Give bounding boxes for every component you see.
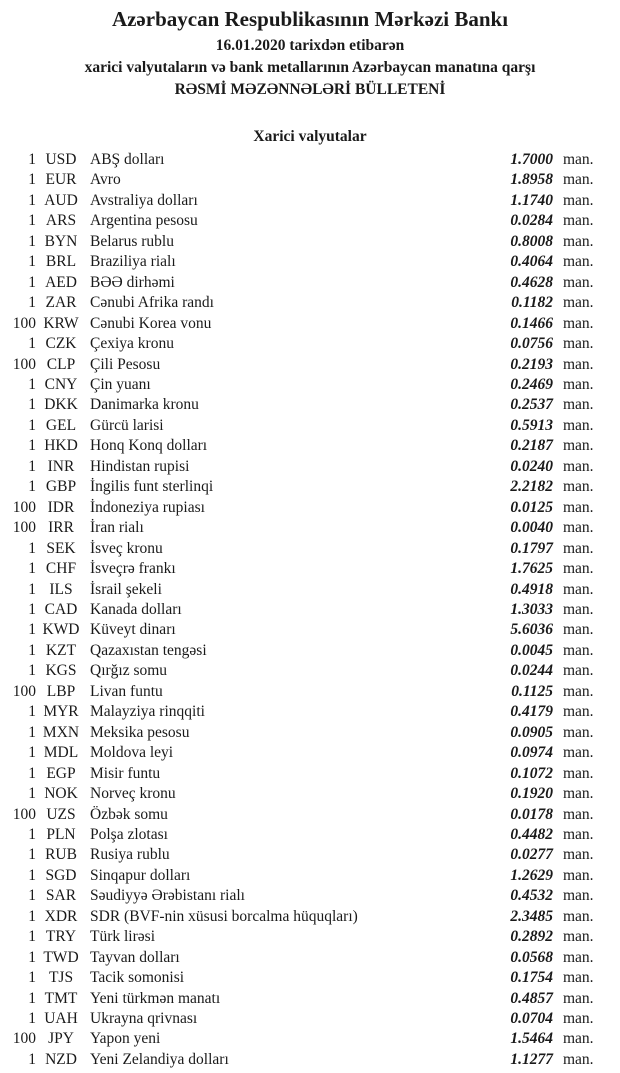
rate-value-cell: 0.4628 — [510, 273, 553, 291]
rate-row — [0, 355, 620, 375]
rate-row — [0, 620, 620, 640]
currency-code-cell: UAH — [44, 1010, 78, 1028]
currency-code-cell: PLN — [46, 825, 76, 843]
rate-row — [0, 702, 620, 722]
quantity-cell: 1 — [28, 969, 36, 987]
currency-code-cell: MDL — [43, 744, 79, 762]
rate-row — [0, 907, 620, 927]
rate-value-cell: 0.0568 — [510, 948, 553, 966]
rate-value-cell: 0.8008 — [510, 232, 553, 250]
rate-value-cell: 0.0905 — [510, 723, 553, 741]
rate-row — [0, 293, 620, 313]
currency-name-cell: Danimarka kronu — [90, 396, 199, 414]
unit-cell: man. — [563, 969, 594, 987]
unit-cell: man. — [563, 621, 594, 639]
currency-code-cell: BRL — [45, 253, 77, 271]
currency-code-cell: BYN — [44, 232, 78, 250]
currency-code-cell: ZAR — [45, 294, 77, 312]
rate-row — [0, 252, 620, 272]
quantity-cell: 100 — [12, 314, 36, 332]
rate-row — [0, 395, 620, 415]
rate-row — [0, 477, 620, 497]
rate-row — [0, 1050, 620, 1070]
currency-code-cell: GBP — [45, 478, 77, 496]
rate-value-cell: 0.0178 — [510, 805, 553, 823]
unit-cell: man. — [563, 539, 594, 557]
rate-row — [0, 764, 620, 784]
unit-cell: man. — [563, 846, 594, 864]
currency-name-cell: Gürcü larisi — [90, 416, 164, 434]
unit-cell: man. — [563, 335, 594, 353]
currency-name-cell: Çexiya kronu — [90, 335, 174, 353]
rate-value-cell: 0.0040 — [510, 519, 553, 537]
currency-code-cell: AUD — [44, 191, 78, 209]
currency-name-cell: Braziliya rialı — [90, 253, 176, 271]
currency-code-cell: ARS — [45, 212, 77, 230]
rate-value-cell: 0.0704 — [510, 1010, 553, 1028]
page-title: Azərbaycan Respublikasının Mərkəzi Bankı — [111, 7, 509, 31]
currency-code-cell: HKD — [44, 437, 78, 455]
currency-name-cell: Avstraliya dolları — [90, 191, 198, 209]
currency-name-cell: Yapon yeni — [90, 1030, 161, 1048]
rate-value-cell: 0.0756 — [510, 335, 553, 353]
rate-row — [0, 641, 620, 661]
currency-name-cell: Meksika pesosu — [90, 723, 190, 741]
rate-value-cell: 0.1797 — [510, 539, 553, 557]
currency-code-cell: TWD — [43, 948, 79, 966]
unit-cell: man. — [563, 600, 594, 618]
quantity-cell: 1 — [28, 273, 36, 291]
rate-value-cell: 0.4857 — [510, 989, 553, 1007]
rate-value-cell: 1.5464 — [510, 1030, 553, 1048]
rate-row — [0, 661, 620, 681]
quantity-cell: 1 — [28, 662, 36, 680]
quantity-cell: 1 — [28, 212, 36, 230]
rate-row — [0, 784, 620, 804]
rate-row — [0, 825, 620, 845]
currency-code-cell: SGD — [45, 866, 77, 884]
currency-name-cell: Yeni Zelandiya dolları — [90, 1050, 229, 1068]
currency-code-cell: CLP — [46, 355, 76, 373]
currency-code-cell: EUR — [45, 171, 77, 189]
unit-cell: man. — [563, 457, 594, 475]
currency-code-cell: UZS — [46, 805, 76, 823]
unit-cell: man. — [563, 560, 594, 578]
rate-row — [0, 600, 620, 620]
quantity-cell: 1 — [28, 191, 36, 209]
rate-value-cell: 1.7000 — [510, 151, 553, 168]
rate-row — [0, 927, 620, 947]
currency-name-cell: İsveç kronu — [90, 539, 163, 557]
unit-cell: man. — [563, 498, 594, 516]
rate-value-cell: 0.0244 — [510, 662, 553, 680]
quantity-cell: 1 — [28, 171, 36, 189]
rate-row — [0, 498, 620, 518]
currency-name-cell: İsrail şekeli — [90, 580, 162, 598]
unit-cell: man. — [563, 314, 594, 332]
currency-code-cell: TJS — [48, 969, 74, 987]
currency-name-cell: Malayziya rinqqiti — [90, 703, 205, 721]
quantity-cell: 1 — [28, 703, 36, 721]
currency-name-cell: Tacik somonisi — [90, 969, 185, 987]
rate-row — [0, 866, 620, 886]
rate-value-cell: 1.1277 — [510, 1050, 553, 1068]
exchange-rate-table — [0, 150, 620, 1070]
quantity-cell: 1 — [28, 846, 36, 864]
rate-row — [0, 170, 620, 190]
quantity-cell: 1 — [28, 416, 36, 434]
rate-row — [0, 211, 620, 231]
currency-code-cell: KZT — [45, 641, 77, 659]
currency-code-cell: CHF — [45, 560, 77, 578]
quantity-cell: 1 — [28, 232, 36, 250]
rate-value-cell: 1.1740 — [510, 191, 553, 209]
rate-row — [0, 232, 620, 252]
unit-cell: man. — [563, 519, 594, 537]
rate-value-cell: 1.8958 — [510, 171, 553, 189]
unit-cell: man. — [563, 191, 594, 209]
currency-name-cell: Çili Pesosu — [90, 355, 161, 373]
rate-row — [0, 375, 620, 395]
rate-value-cell: 0.0240 — [510, 457, 553, 475]
currency-code-cell: ILS — [49, 580, 73, 598]
rate-row — [0, 539, 620, 559]
currency-name-cell: Küveyt dinarı — [90, 621, 176, 639]
rate-row — [0, 191, 620, 211]
rate-row — [0, 948, 620, 968]
unit-cell: man. — [563, 151, 594, 168]
unit-cell: man. — [563, 171, 594, 189]
unit-cell: man. — [563, 232, 594, 250]
unit-cell: man. — [563, 273, 594, 291]
quantity-cell: 1 — [28, 825, 36, 843]
currency-name-cell: Hindistan rupisi — [90, 457, 190, 475]
unit-cell: man. — [563, 1050, 594, 1068]
currency-name-cell: Polşa zlotası — [90, 825, 168, 843]
unit-cell: man. — [563, 825, 594, 843]
quantity-cell: 100 — [12, 355, 36, 373]
currency-name-cell: Yeni türkmən manatı — [90, 989, 221, 1007]
currency-name-cell: Çin yuanı — [90, 375, 151, 393]
quantity-cell: 1 — [28, 621, 36, 639]
currency-name-cell: Kanada dolları — [90, 600, 182, 618]
quantity-cell: 1 — [28, 989, 36, 1007]
effective-date-line: 16.01.2020 tarixdən etibarən — [215, 37, 405, 54]
quantity-cell: 1 — [28, 948, 36, 966]
rate-value-cell: 1.7625 — [510, 560, 553, 578]
quantity-cell: 1 — [28, 641, 36, 659]
unit-cell: man. — [563, 253, 594, 271]
quantity-cell: 1 — [28, 907, 36, 925]
rate-value-cell: 0.2193 — [510, 355, 553, 373]
rate-value-cell: 0.5913 — [510, 416, 553, 434]
unit-cell: man. — [563, 294, 594, 312]
quantity-cell: 1 — [28, 744, 36, 762]
currency-code-cell: TMT — [44, 989, 78, 1007]
rate-value-cell: 0.1125 — [511, 682, 553, 700]
rate-row — [0, 314, 620, 334]
currency-code-cell: EGP — [46, 764, 76, 782]
unit-cell: man. — [563, 785, 594, 803]
currency-name-cell: ABŞ dolları — [90, 151, 165, 168]
quantity-cell: 100 — [12, 519, 36, 537]
currency-code-cell: IRR — [48, 519, 74, 537]
subject-line: xarici valyutaların və bank metallarının Azərbaycan manatına qarşı — [84, 59, 536, 76]
rate-row — [0, 436, 620, 456]
unit-cell: man. — [563, 887, 594, 905]
quantity-cell: 1 — [28, 375, 36, 393]
quantity-cell: 1 — [28, 539, 36, 557]
quantity-cell: 100 — [12, 682, 36, 700]
unit-cell: man. — [563, 703, 594, 721]
currency-name-cell: Səudiyyə Ərəbistanı rialı — [90, 887, 245, 905]
quantity-cell: 1 — [28, 437, 36, 455]
rate-value-cell: 0.1754 — [510, 969, 553, 987]
currency-name-cell: Rusiya rublu — [90, 846, 170, 864]
rate-value-cell: 0.2537 — [510, 396, 553, 414]
currency-name-cell: BƏƏ dirhəmi — [90, 273, 175, 291]
currency-name-cell: Livan funtu — [90, 682, 163, 700]
quantity-cell: 1 — [28, 457, 36, 475]
currency-code-cell: AED — [45, 273, 77, 291]
quantity-cell: 100 — [12, 805, 36, 823]
quantity-cell: 1 — [28, 294, 36, 312]
currency-code-cell: USD — [45, 151, 77, 168]
currency-code-cell: XDR — [44, 907, 78, 925]
rate-value-cell: 0.0974 — [510, 744, 553, 762]
rate-value-cell: 1.2629 — [510, 866, 553, 884]
currency-code-cell: LBP — [46, 682, 76, 700]
currency-name-cell: Argentina pesosu — [90, 212, 198, 230]
rate-value-cell: 0.2187 — [510, 437, 553, 455]
rate-row — [0, 968, 620, 988]
rate-value-cell: 0.1072 — [510, 764, 553, 782]
currency-name-cell: İngilis funt sterlinqi — [90, 478, 214, 496]
quantity-cell: 1 — [28, 866, 36, 884]
rate-value-cell: 1.3033 — [510, 600, 553, 618]
rate-value-cell: 0.4064 — [510, 253, 553, 271]
unit-cell: man. — [563, 580, 594, 598]
rate-row — [0, 273, 620, 293]
currency-name-cell: Qazaxıstan tengəsi — [90, 641, 207, 659]
rate-value-cell: 0.1920 — [510, 785, 553, 803]
currency-name-cell: Misir funtu — [90, 764, 161, 782]
rate-row — [0, 416, 620, 436]
currency-code-cell: DKK — [44, 396, 78, 414]
currency-name-cell: Sinqapur dolları — [90, 866, 191, 884]
quantity-cell: 1 — [28, 600, 36, 618]
unit-cell: man. — [563, 416, 594, 434]
quantity-cell: 1 — [28, 580, 36, 598]
quantity-cell: 1 — [28, 887, 36, 905]
rate-value-cell: 0.2892 — [510, 928, 553, 946]
currency-code-cell: JPY — [48, 1030, 74, 1048]
rate-row — [0, 580, 620, 600]
unit-cell: man. — [563, 396, 594, 414]
currency-code-cell: MYR — [43, 703, 79, 721]
rate-value-cell: 2.3485 — [510, 907, 553, 925]
unit-cell: man. — [563, 723, 594, 741]
rate-value-cell: 2.2182 — [510, 478, 553, 496]
section-title: Xarici valyutalar — [253, 128, 367, 145]
currency-name-cell: Ukrayna qrivnası — [90, 1010, 198, 1028]
rate-row — [0, 743, 620, 763]
quantity-cell: 1 — [28, 151, 36, 168]
rate-value-cell: 0.2469 — [510, 375, 553, 393]
currency-name-cell: Cənubi Korea vonu — [90, 314, 212, 332]
currency-code-cell: CZK — [45, 335, 77, 353]
rate-row — [0, 682, 620, 702]
rate-value-cell: 5.6036 — [510, 621, 553, 639]
unit-cell: man. — [563, 375, 594, 393]
currency-code-cell: KGS — [45, 662, 77, 680]
rate-value-cell: 0.4532 — [510, 887, 553, 905]
currency-name-cell: İran rialı — [90, 519, 144, 537]
currency-name-cell: İndoneziya rupiası — [90, 498, 205, 516]
unit-cell: man. — [563, 948, 594, 966]
currency-code-cell: NZD — [45, 1050, 77, 1068]
currency-code-cell: GEL — [45, 416, 77, 434]
currency-name-cell: SDR (BVF-nin xüsusi borcalma hüquqları) — [90, 907, 358, 925]
bulletin-title-line: RƏSMİ MƏZƏNNƏLƏRİ BÜLLETENİ — [174, 81, 446, 98]
currency-name-cell: Moldova leyi — [90, 744, 174, 762]
rate-value-cell: 0.4179 — [510, 703, 553, 721]
rate-value-cell: 0.0284 — [510, 212, 553, 230]
quantity-cell: 1 — [28, 723, 36, 741]
currency-code-cell: TRY — [45, 928, 77, 946]
quantity-cell: 1 — [28, 785, 36, 803]
unit-cell: man. — [563, 805, 594, 823]
currency-code-cell: IDR — [47, 498, 75, 516]
quantity-cell: 100 — [12, 1030, 36, 1048]
unit-cell: man. — [563, 928, 594, 946]
rate-value-cell: 0.4482 — [510, 825, 553, 843]
unit-cell: man. — [563, 1010, 594, 1028]
currency-code-cell: KRW — [43, 314, 79, 332]
rate-value-cell: 0.0125 — [510, 498, 553, 516]
currency-name-cell: Tayvan dolları — [90, 948, 180, 966]
rate-row — [0, 457, 620, 477]
rate-row — [0, 886, 620, 906]
currency-code-cell: INR — [47, 457, 75, 475]
rate-row — [0, 518, 620, 538]
currency-name-cell: Cənubi Afrika randı — [90, 294, 214, 312]
rate-row — [0, 1009, 620, 1029]
unit-cell: man. — [563, 682, 594, 700]
currency-code-cell: SAR — [45, 887, 77, 905]
currency-code-cell: RUB — [45, 846, 77, 864]
rate-row — [0, 723, 620, 743]
rate-value-cell: 0.0045 — [510, 641, 553, 659]
rate-row — [0, 334, 620, 354]
quantity-cell: 1 — [28, 396, 36, 414]
unit-cell: man. — [563, 641, 594, 659]
quantity-cell: 100 — [12, 498, 36, 516]
unit-cell: man. — [563, 1030, 594, 1048]
quantity-cell: 1 — [28, 1010, 36, 1028]
quantity-cell: 1 — [28, 335, 36, 353]
quantity-cell: 1 — [28, 764, 36, 782]
currency-code-cell: SEK — [46, 539, 76, 557]
unit-cell: man. — [563, 907, 594, 925]
unit-cell: man. — [563, 744, 594, 762]
rate-value-cell: 0.0277 — [510, 846, 553, 864]
rate-row — [0, 989, 620, 1009]
unit-cell: man. — [563, 866, 594, 884]
rate-row — [0, 559, 620, 579]
currency-name-cell: İsveçrə frankı — [90, 560, 176, 578]
currency-name-cell: Özbək somu — [90, 805, 168, 823]
rate-value-cell: 0.1466 — [510, 314, 553, 332]
currency-name-cell: Türk lirəsi — [90, 928, 155, 946]
currency-code-cell: MXN — [42, 723, 80, 741]
unit-cell: man. — [563, 764, 594, 782]
document-header — [0, 0, 620, 101]
currency-name-cell: Belarus rublu — [90, 232, 174, 250]
currency-name-cell: Qırğız somu — [90, 662, 168, 680]
quantity-cell: 1 — [28, 560, 36, 578]
rate-row — [0, 150, 620, 170]
unit-cell: man. — [563, 478, 594, 496]
currency-code-cell: KWD — [42, 621, 80, 639]
rate-row — [0, 845, 620, 865]
quantity-cell: 1 — [28, 478, 36, 496]
currency-name-cell: Norveç kronu — [90, 785, 176, 803]
unit-cell: man. — [563, 437, 594, 455]
unit-cell: man. — [563, 355, 594, 373]
currency-code-cell: CNY — [44, 375, 78, 393]
currency-name-cell: Avro — [90, 171, 121, 189]
quantity-cell: 1 — [28, 928, 36, 946]
currency-code-cell: NOK — [44, 785, 78, 803]
unit-cell: man. — [563, 212, 594, 230]
quantity-cell: 1 — [28, 1050, 36, 1068]
rate-row — [0, 805, 620, 825]
unit-cell: man. — [563, 989, 594, 1007]
unit-cell: man. — [563, 662, 594, 680]
quantity-cell: 1 — [28, 253, 36, 271]
rate-value-cell: 0.4918 — [510, 580, 553, 598]
currency-name-cell: Honq Konq dolları — [90, 437, 208, 455]
rate-row — [0, 1029, 620, 1049]
rate-value-cell: 0.1182 — [511, 294, 553, 312]
currency-code-cell: CAD — [44, 600, 78, 618]
